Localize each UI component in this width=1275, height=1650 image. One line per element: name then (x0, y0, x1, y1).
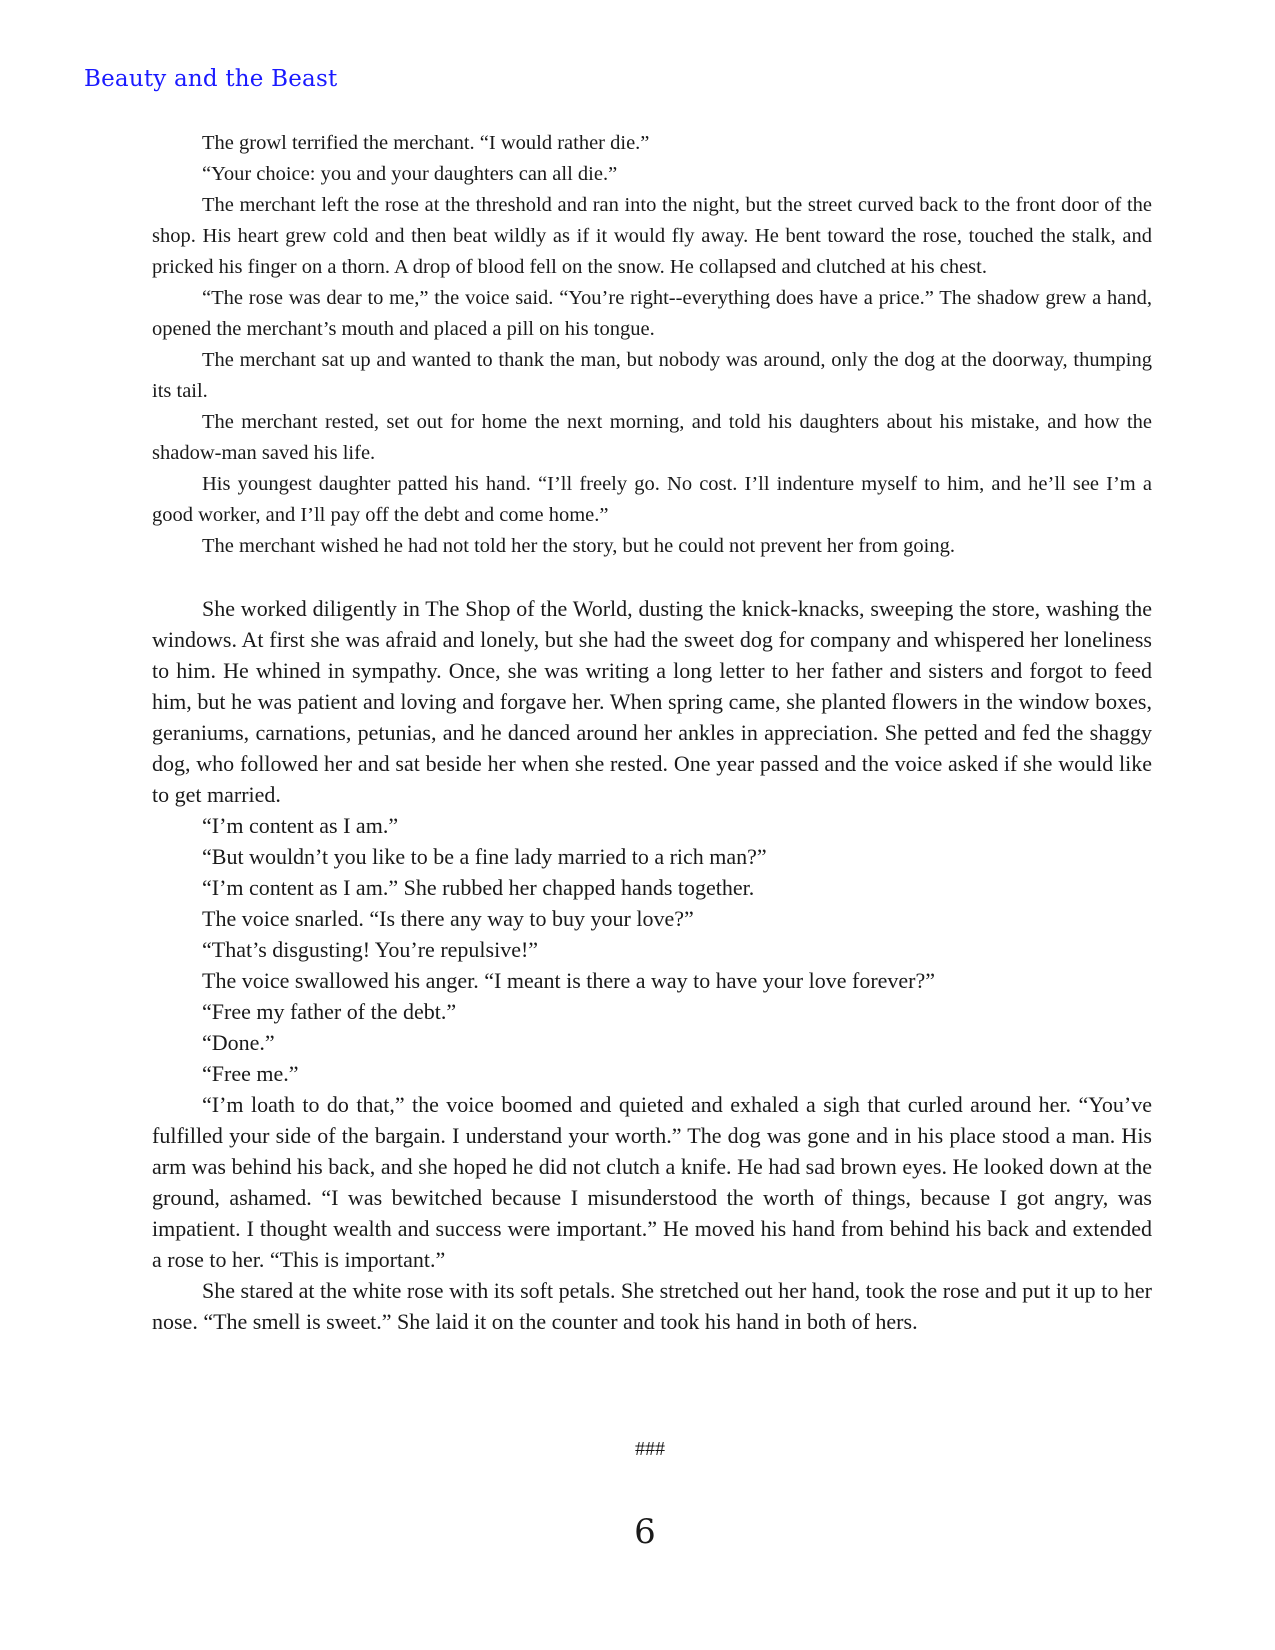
paragraph: She stared at the white rose with its soft petals. She stretched out her hand, took the rose and put it up to her nose. “The smell is sweet.” She laid it on the counter and took his hand in both of hers. (152, 1278, 1152, 1334)
paragraph: His youngest daughter patted his hand. “I’ll freely go. No cost. I’ll indenture myself to him, and he’ll see I’m a good worker, and I’ll pay off the debt and come home.” (152, 473, 1152, 526)
paragraph: The merchant left the rose at the threshold and ran into the night, but the street curved back to the front door of the shop. His heart grew cold and then beat wildly as if it would fly away. He bent toward the rose, touched the stalk, and pricked his finger on a thorn. A drop of blood fell on the snow. He collapsed and clutched at his chest. (152, 194, 1152, 278)
page-number: 6 (634, 1512, 656, 1552)
paragraph: The merchant sat up and wanted to thank the man, but nobody was around, only the dog at the doorway, thumping its tail. (152, 349, 1152, 402)
running-header-title: Beauty and the Beast (84, 66, 338, 92)
paragraph: The merchant wished he had not told her the story, but he could not prevent her from going. (202, 535, 955, 557)
paragraph: “I’m loath to do that,” the voice boomed and quieted and exhaled a sigh that curled around her. “You’ve fulfilled your side of the bargain. I understand your worth.” The dog was gone and in his place stood a man. His arm was behind his back, and she hoped he did not clutch a knife. He had sad brown eyes. He looked down at the ground, ashamed. “I was bewitched because I misunderstood the worth of things, because I got angry, was impatient. I thought wealth and success were important.” He moved his hand from behind his back and extended a rose to her. “This is important.” (152, 1092, 1152, 1272)
paragraph: “I’m content as I am.” (202, 813, 399, 838)
paragraph: The voice swallowed his anger. “I meant is there a way to have your love forever?” (202, 968, 936, 993)
paragraph: The merchant rested, set out for home the next morning, and told his daughters about his mistake, and how the shadow-man saved his life. (152, 411, 1152, 464)
scene-break-marker: ### (635, 1438, 665, 1460)
paragraph: “Free me.” (202, 1061, 299, 1086)
paragraph: The growl terrified the merchant. “I would rather die.” (202, 132, 650, 154)
paragraph: “That’s disgusting! You’re repulsive!” (202, 937, 539, 962)
paragraph: “Free my father of the debt.” (202, 999, 457, 1024)
paragraph: “The rose was dear to me,” the voice said. “You’re right--everything does have a price.” The shadow grew a hand, opened the merchant’s mouth and placed a pill on his tongue. (152, 287, 1152, 340)
paragraph: The voice snarled. “Is there any way to buy your love?” (202, 906, 694, 931)
section-spacer (152, 562, 1152, 593)
paragraph: “Your choice: you and your daughters can all die.” (202, 163, 618, 185)
story-body (152, 128, 1152, 1337)
paragraph: “I’m content as I am.” She rubbed her chapped hands together. (202, 875, 755, 900)
paragraph: She worked diligently in The Shop of the World, dusting the knick-knacks, sweeping the store, washing the windows. At first she was afraid and lonely, but she had the sweet dog for company and whispered her loneliness to him. He whined in sympathy. Once, she was writing a long letter to her father and sisters and forgot to feed him, but he was patient and loving and forgave her. When spring came, she planted flowers in the window boxes, geraniums, carnations, petunias, and he danced around her ankles in appreciation. She petted and fed the shaggy dog, who followed her and sat beside her when she rested. One year passed and the voice asked if she would like to get married. (152, 596, 1152, 807)
paragraph: “But wouldn’t you like to be a fine lady married to a rich man?” (202, 844, 767, 869)
paragraph: “Done.” (202, 1030, 275, 1055)
